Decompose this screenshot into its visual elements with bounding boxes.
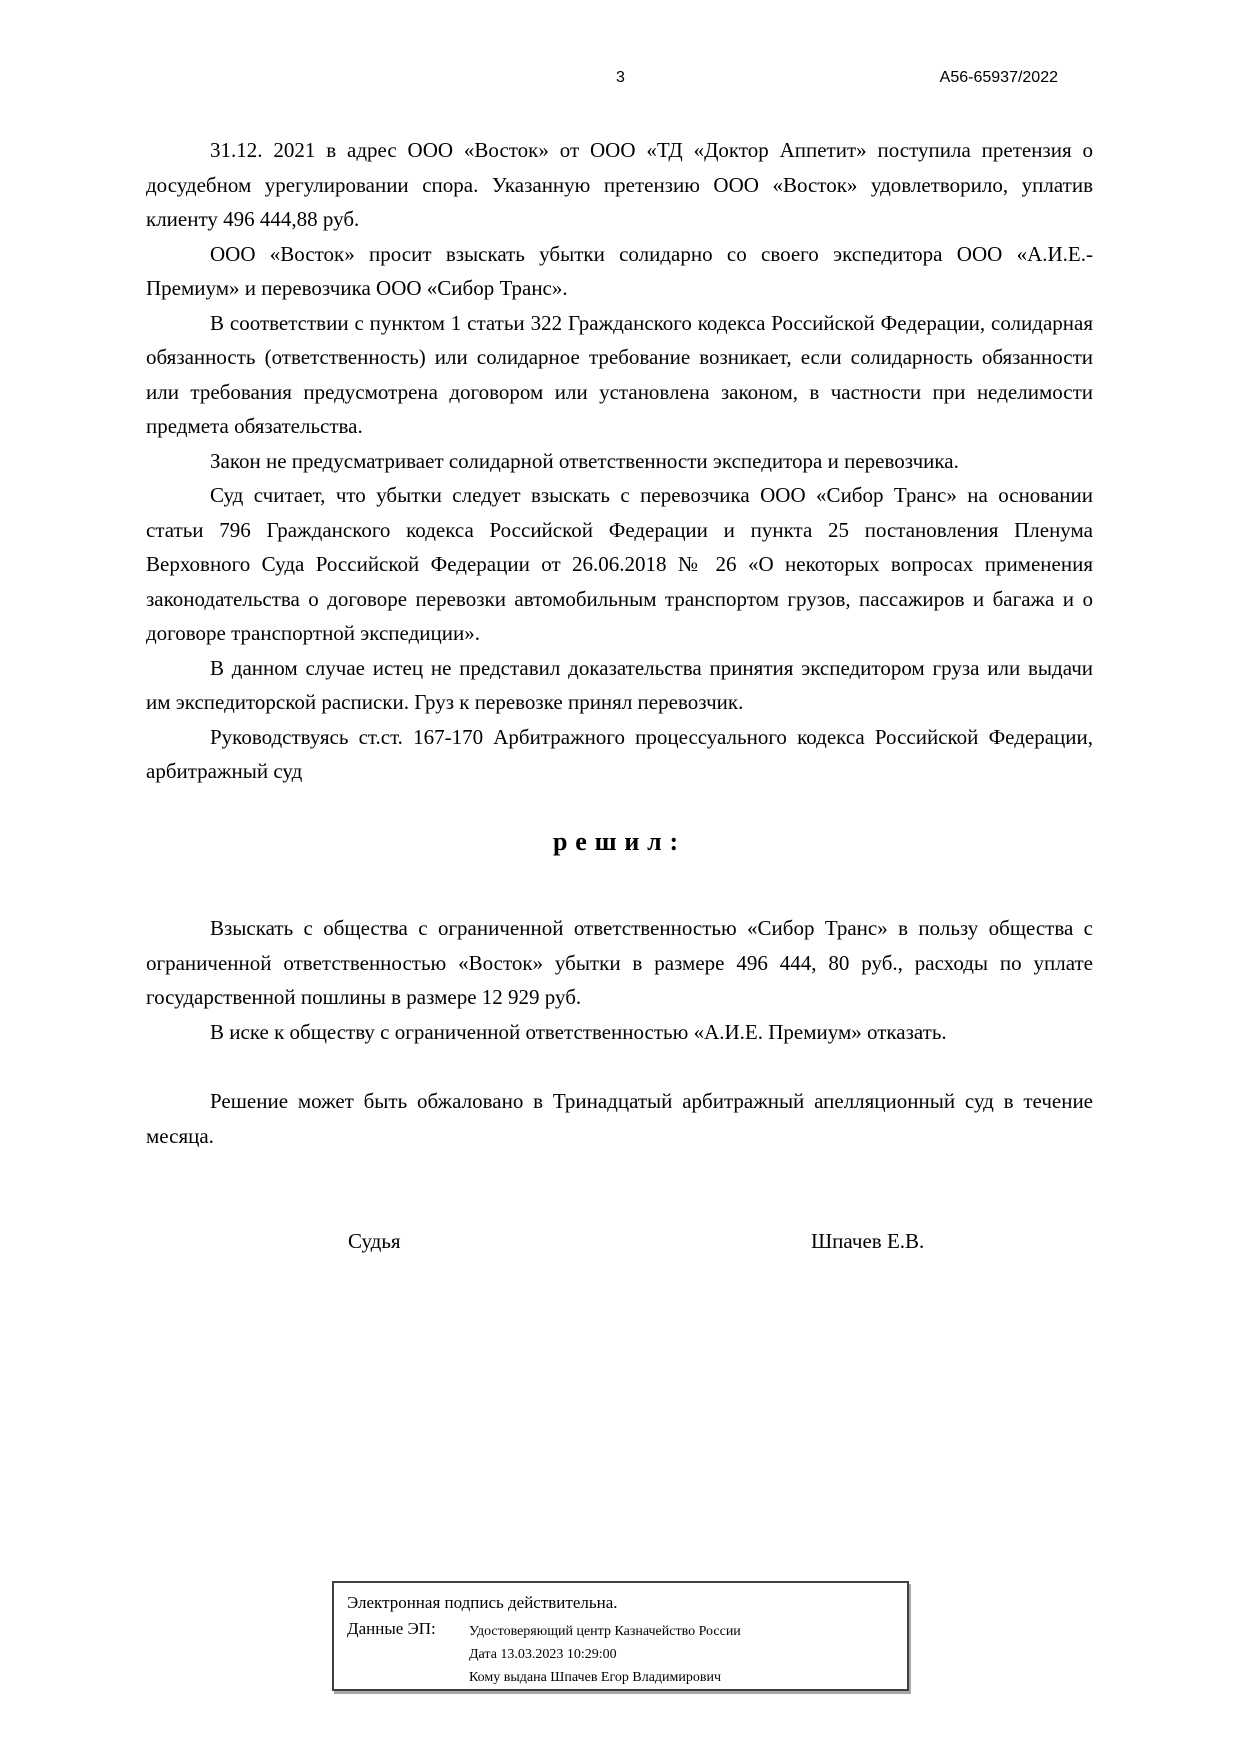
body-paragraph: Суд считает, что убытки следует взыскать с перевозчика ООО «Сибор Транс» на основании статьи 796 Гражданского кодекса Российской Федерации и пункта 25 постановления Пленума Верховного Суда Российской Федерации от 26.06.2018 № 26 «О некоторых вопросах применения законодательства о договоре перевозки автомобильным транспортом грузов, пассажиров и багажа и о договоре транспортной экспедиции». (146, 483, 1093, 645)
stamp-detail-authority: Удостоверяющий центр Казначейство России (469, 1624, 741, 1639)
signature-role: Судья (348, 1229, 401, 1253)
stamp-detail-date: Дата 13.03.2023 10:29:00 (469, 1647, 617, 1662)
stamp-data-row (347, 1618, 899, 1689)
stamp-details (469, 1618, 741, 1689)
body-paragraph: Руководствуясь ст.ст. 167-170 Арбитражного процессуального кодекса Российской Федерации, арбитражный суд (146, 724, 1093, 783)
stamp-validity-line: Электронная подпись действительна. (347, 1593, 618, 1612)
body-paragraph: В соответствии с пунктом 1 статьи 322 Гражданского кодекса Российской Федерации, солидарная обязанность (ответственность) или солидарное требование возникает, если солидарность обязанности или требования предусмотрена договором или установлена законом, в частности при неделимости предмета обязательства. (146, 310, 1093, 438)
resolution-paragraph: В иске к обществу с ограниченной ответственностью «А.И.Е. Премиум» отказать. (210, 1019, 947, 1044)
signature-row (146, 1224, 1093, 1259)
body-paragraph: 31.12. 2021 в адрес ООО «Восток» от ООО «ТД «Доктор Аппетит» поступила претензия о досудебном урегулировании спора. Указанную претензию ООО «Восток» удовлетворило, уплатив клиенту 496 444,88 руб. (146, 138, 1093, 231)
resolution-paragraph: Взыскать с общества с ограниченной ответственностью «Сибор Транс» в пользу общества с ограниченной ответственностью «Восток» убытки в размере 496 444, 80 руб., расходы по уплате государственной пошлины в размере 12 929 руб. (146, 916, 1093, 1009)
body-paragraph: ООО «Восток» просит взыскать убытки солидарно со своего экспедитора ООО «А.И.Е.-Премиум» и перевозчика ООО «Сибор Транс». (146, 241, 1093, 300)
decision-body (146, 133, 1093, 1259)
stamp-data-label: Данные ЭП: (347, 1619, 436, 1638)
resolution-heading: решил: (553, 826, 686, 856)
page-number: 3 (616, 69, 625, 86)
page-header (0, 68, 1241, 92)
body-paragraph: Закон не предусматривает солидарной ответственности экспедитора и перевозчика. (210, 448, 959, 473)
resolution-paragraph: Решение может быть обжаловано в Тринадцатый арбитражный апелляционный суд в течение месяца. (146, 1089, 1093, 1148)
signature-name: Шпачев Е.В. (811, 1229, 925, 1253)
stamp-detail-issued-to: Кому выдана Шпачев Егор Владимирович (469, 1670, 722, 1685)
body-paragraph: В данном случае истец не представил доказательства принятия экспедитором груза или выдачи им экспедиторской расписки. Груз к перевозке принял перевозчик. (146, 655, 1093, 714)
signature-stamp (332, 1581, 909, 1691)
case-number: А56-65937/2022 (939, 69, 1058, 86)
